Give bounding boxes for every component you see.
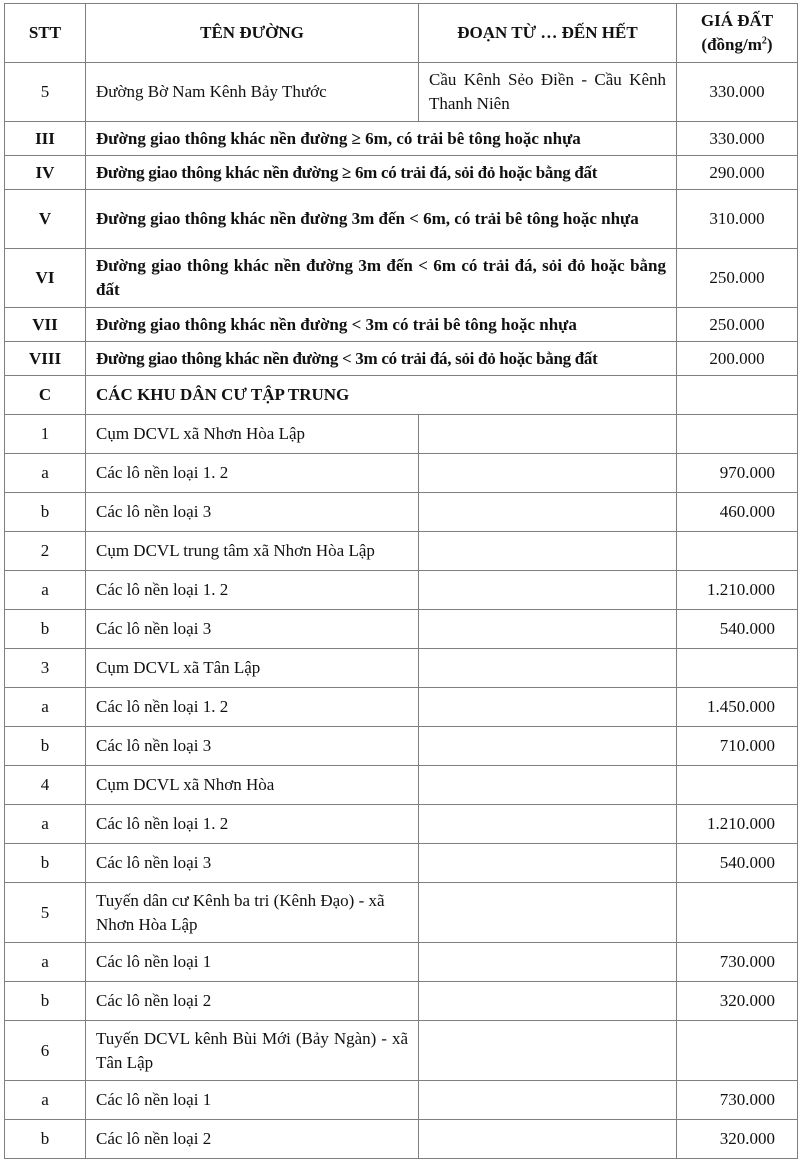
price-cell	[677, 1021, 798, 1081]
table-row	[5, 454, 798, 493]
segment-cell	[419, 532, 677, 571]
segment-cell	[419, 883, 677, 943]
price-cell: 310.000	[677, 190, 798, 249]
table-row	[5, 63, 798, 122]
stt-cell: VII	[5, 308, 86, 342]
name-cell: Các lô nền loại 1. 2	[86, 454, 419, 493]
stt-cell: 6	[5, 1021, 86, 1081]
segment-cell	[419, 610, 677, 649]
name-cell: Các lô nền loại 3	[86, 844, 419, 883]
stt-cell: a	[5, 943, 86, 982]
name-cell: Đường giao thông khác nền đường < 3m có trải đá, sỏi đỏ hoặc bằng đất	[86, 342, 677, 376]
stt-cell: C	[5, 376, 86, 415]
stt-cell: 3	[5, 649, 86, 688]
price-cell: 730.000	[677, 943, 798, 982]
stt-cell: VIII	[5, 342, 86, 376]
table-row	[5, 883, 798, 943]
stt-cell: VI	[5, 249, 86, 308]
stt-cell: b	[5, 844, 86, 883]
price-cell: 1.210.000	[677, 571, 798, 610]
table-row	[5, 1021, 798, 1081]
name-cell: Đường giao thông khác nền đường ≥ 6m có trải đá, sỏi đỏ hoặc bằng đất	[86, 156, 677, 190]
table-row	[5, 727, 798, 766]
stt-cell: a	[5, 805, 86, 844]
price-cell: 460.000	[677, 493, 798, 532]
name-cell: Cụm DCVL trung tâm xã Nhơn Hòa Lập	[86, 532, 419, 571]
table-row	[5, 532, 798, 571]
price-cell: 540.000	[677, 610, 798, 649]
stt-cell: IV	[5, 156, 86, 190]
table-header-row	[5, 4, 798, 63]
stt-cell: 4	[5, 766, 86, 805]
table-row	[5, 308, 798, 342]
price-cell: 730.000	[677, 1081, 798, 1120]
table-row	[5, 493, 798, 532]
table-row-section-c	[5, 376, 798, 415]
segment-cell	[419, 415, 677, 454]
stt-cell: b	[5, 493, 86, 532]
stt-cell: a	[5, 454, 86, 493]
name-cell: Các lô nền loại 3	[86, 727, 419, 766]
name-cell: CÁC KHU DÂN CƯ TẬP TRUNG	[86, 376, 677, 415]
price-cell: 320.000	[677, 982, 798, 1021]
name-cell: Đường giao thông khác nền đường 3m đến < 6m, có trải bê tông hoặc nhựa	[86, 190, 677, 249]
segment-cell	[419, 766, 677, 805]
stt-cell: III	[5, 122, 86, 156]
name-cell: Cụm DCVL xã Nhơn Hòa	[86, 766, 419, 805]
header-ten-duong: TÊN ĐƯỜNG	[86, 4, 419, 63]
segment-cell	[419, 982, 677, 1021]
name-cell: Các lô nền loại 1. 2	[86, 571, 419, 610]
name-cell: Đường giao thông khác nền đường ≥ 6m, có trải bê tông hoặc nhựa	[86, 122, 677, 156]
name-cell: Đường giao thông khác nền đường 3m đến < 6m có trải đá, sỏi đỏ hoặc bằng đất	[86, 249, 677, 308]
segment-cell	[419, 844, 677, 883]
stt-cell: a	[5, 571, 86, 610]
segment-cell	[419, 688, 677, 727]
table-row	[5, 156, 798, 190]
header-gia-dat: GIÁ ĐẤT $(đồng/m^2)$	[677, 4, 798, 63]
price-cell: 330.000	[677, 122, 798, 156]
stt-cell: 5	[5, 63, 86, 122]
name-cell: Tuyến dân cư Kênh ba tri (Kênh Đạo) - xã Nhơn Hòa Lập	[86, 883, 419, 943]
price-cell: 970.000	[677, 454, 798, 493]
price-cell: 250.000	[677, 249, 798, 308]
stt-cell: b	[5, 982, 86, 1021]
price-cell: 1.210.000	[677, 805, 798, 844]
segment-cell	[419, 1120, 677, 1159]
table-row	[5, 249, 798, 308]
stt-cell: V	[5, 190, 86, 249]
segment-cell	[419, 1021, 677, 1081]
name-cell: Các lô nền loại 3	[86, 493, 419, 532]
table-row	[5, 1081, 798, 1120]
stt-cell: a	[5, 688, 86, 727]
header-doan-tu: ĐOẠN TỪ … ĐẾN HẾT	[419, 4, 677, 63]
land-price-table	[4, 3, 798, 1159]
table-row	[5, 649, 798, 688]
price-cell: 200.000	[677, 342, 798, 376]
stt-cell: b	[5, 1120, 86, 1159]
name-cell: Các lô nền loại 2	[86, 1120, 419, 1159]
table-row	[5, 766, 798, 805]
price-cell: 290.000	[677, 156, 798, 190]
segment-cell	[419, 943, 677, 982]
table-row	[5, 982, 798, 1021]
name-cell: Đường Bờ Nam Kênh Bảy Thước	[86, 63, 419, 122]
name-cell: Đường giao thông khác nền đường < 3m có trải bê tông hoặc nhựa	[86, 308, 677, 342]
price-cell: 710.000	[677, 727, 798, 766]
name-cell: Cụm DCVL xã Tân Lập	[86, 649, 419, 688]
segment-cell	[419, 493, 677, 532]
name-cell: Các lô nền loại 1. 2	[86, 688, 419, 727]
stt-cell: b	[5, 610, 86, 649]
price-cell: 330.000	[677, 63, 798, 122]
table-row	[5, 610, 798, 649]
segment-cell: Cầu Kênh Sẻo Điền - Cầu Kênh Thanh Niên	[419, 63, 677, 122]
price-cell	[677, 415, 798, 454]
table-row	[5, 943, 798, 982]
name-cell: Cụm DCVL xã Nhơn Hòa Lập	[86, 415, 419, 454]
name-cell: Các lô nền loại 2	[86, 982, 419, 1021]
table-row	[5, 415, 798, 454]
price-cell	[677, 883, 798, 943]
segment-cell	[419, 571, 677, 610]
header-stt: STT	[5, 4, 86, 63]
stt-cell: 1	[5, 415, 86, 454]
table-row	[5, 342, 798, 376]
stt-cell: b	[5, 727, 86, 766]
name-cell: Các lô nền loại 1. 2	[86, 805, 419, 844]
name-cell: Các lô nền loại 3	[86, 610, 419, 649]
price-cell: 1.450.000	[677, 688, 798, 727]
table-row	[5, 122, 798, 156]
name-cell: Các lô nền loại 1	[86, 943, 419, 982]
price-cell: 250.000	[677, 308, 798, 342]
name-cell: Tuyến DCVL kênh Bùi Mới (Bảy Ngàn) - xã Tân Lập	[86, 1021, 419, 1081]
table-row	[5, 571, 798, 610]
price-cell	[677, 766, 798, 805]
price-cell	[677, 532, 798, 571]
segment-cell	[419, 1081, 677, 1120]
table-row	[5, 805, 798, 844]
segment-cell	[419, 727, 677, 766]
table-row	[5, 688, 798, 727]
stt-cell: 5	[5, 883, 86, 943]
segment-cell	[419, 805, 677, 844]
stt-cell: 2	[5, 532, 86, 571]
stt-cell: a	[5, 1081, 86, 1120]
segment-cell	[419, 454, 677, 493]
table-row	[5, 190, 798, 249]
table-row	[5, 844, 798, 883]
segment-cell	[419, 649, 677, 688]
table-row	[5, 1120, 798, 1159]
price-cell: 540.000	[677, 844, 798, 883]
price-cell: 320.000	[677, 1120, 798, 1159]
price-cell	[677, 649, 798, 688]
name-cell: Các lô nền loại 1	[86, 1081, 419, 1120]
price-cell	[677, 376, 798, 415]
